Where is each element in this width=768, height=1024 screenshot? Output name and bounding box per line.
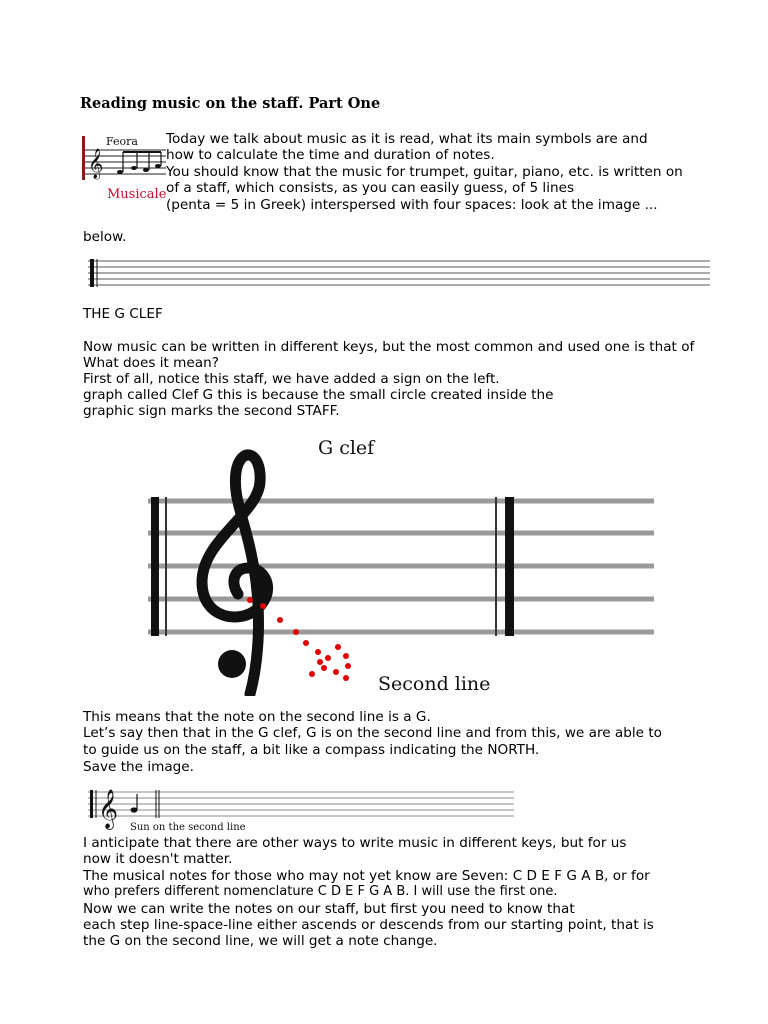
sun-on-second-line-image <box>88 780 518 834</box>
para4-line-3: The musical notes for those who may not yet know are Seven: C D E F G A B, or for <box>83 868 650 884</box>
feora-musicale-logo <box>80 128 166 200</box>
logo-text-feora: Feora <box>106 135 138 148</box>
para2-line-3: First of all, notice this staff, we have added a sign on the left. <box>83 371 500 387</box>
figure-label-second-line: Second line <box>378 673 491 695</box>
para3-line-4: Save the image. <box>83 759 194 775</box>
sun-caption: Sun on the second line <box>130 822 246 833</box>
para3-line-1: This means that the note on the second line is a G. <box>83 709 431 725</box>
small-g-clef-icon: 𝄞 <box>98 789 119 829</box>
intro-line-4: of a staff, which consists, as you can easily guess, of 5 lines <box>166 180 575 196</box>
heading-g-clef: THE G CLEF <box>83 306 163 322</box>
para4-line-7: the G on the second line, we will get a note change. <box>83 933 438 949</box>
g-clef-figure <box>148 432 654 696</box>
para4-line-2: now it doesn't matter. <box>83 851 233 867</box>
para2-line-4: graph called Clef G this is because the small circle created inside the <box>83 387 554 403</box>
page-title: Reading music on the staff. Part One <box>80 95 381 112</box>
figure-title: G clef <box>318 437 375 459</box>
logo-text-musicale: Musicale <box>107 187 166 200</box>
para4-line-5: Now we can write the notes on our staff, but first you need to know that <box>83 901 575 917</box>
intro-line-2: how to calculate the time and duration of notes. <box>166 147 495 163</box>
intro-line-5: (penta = 5 in Greek) interspersed with four spaces: look at the image ... <box>166 197 658 213</box>
empty-staff-image <box>88 257 710 291</box>
svg-text:𝄞: 𝄞 <box>88 149 104 179</box>
para4-line-4: who prefers different nomenclature C D E F G A B. I will use the first one. <box>83 884 558 899</box>
para2-line-1: Now music can be written in different keys, but the most common and used one is that of <box>83 339 695 355</box>
para2-line-5: graphic sign marks the second STAFF. <box>83 403 340 419</box>
para3-line-2: Let’s say then that in the G clef, G is on the second line and from this, we are able to <box>83 725 662 741</box>
para3-line-3: to guide us on the staff, a bit like a compass indicating the NORTH. <box>83 742 540 758</box>
intro-line-1: Today we talk about music as it is read, what its main symbols are and <box>166 131 648 147</box>
intro-line-3: You should know that the music for trumpet, guitar, piano, etc. is written on <box>166 164 683 180</box>
text-below: below. <box>83 229 127 245</box>
para4-line-1: I anticipate that there are other ways to write music in different keys, but for us <box>83 835 627 851</box>
para4-line-6: each step line-space-line either ascends or descends from our starting point, that is <box>83 917 654 933</box>
para2-line-2: What does it mean? <box>83 355 219 371</box>
